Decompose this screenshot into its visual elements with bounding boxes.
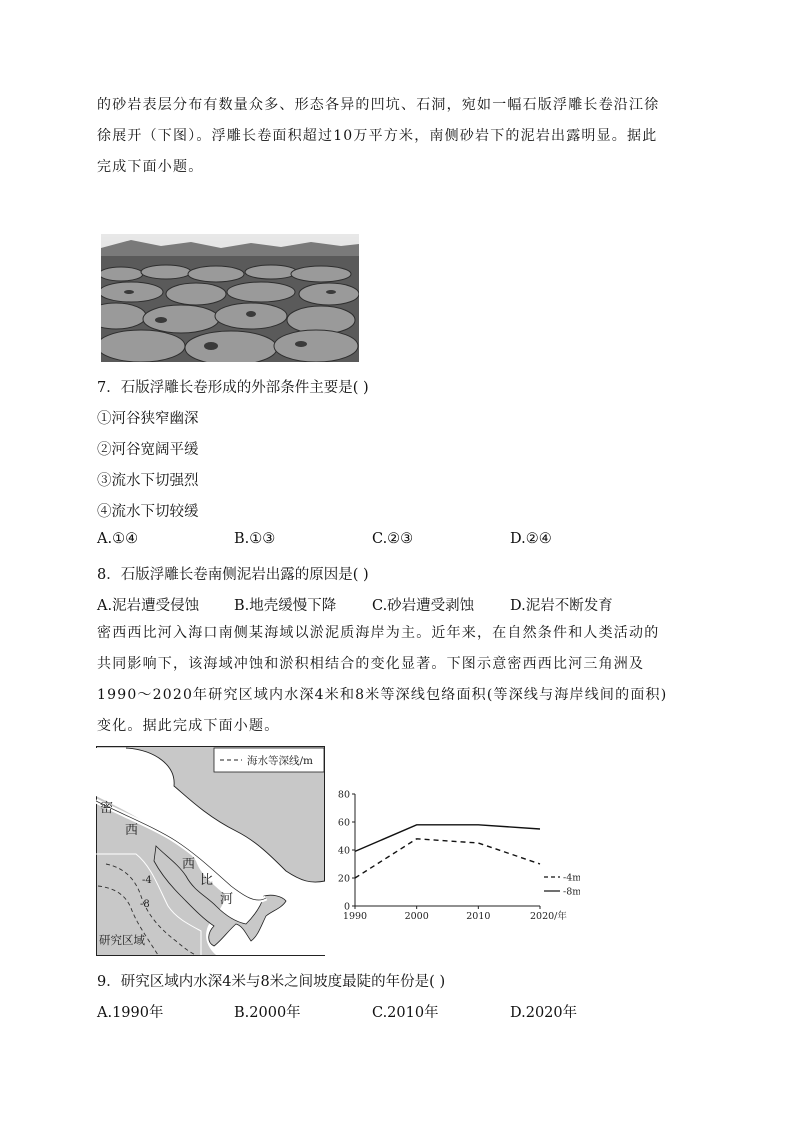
passage-2-line-1: 密西西比河入海口南侧某海域以淤泥质海岸为主。近年来，在自然条件和人类活动的 — [97, 625, 660, 641]
x-tick-label: 2010 — [466, 911, 491, 922]
y-tick-label: 0 — [343, 901, 350, 913]
mississippi-delta-map — [96, 746, 325, 956]
passage-1-line-1: 的砂岩表层分布有数量众多、形态各异的凹坑、石洞，宛如一幅石版浮雕长卷沿江徐 — [97, 97, 660, 113]
passage-2-line-4: 变化。据此完成下面小题。 — [97, 718, 280, 734]
passage-2-line-3: 1990～2020年研究区域内水深4米和8米等深线包络面积(等深线与海岸线间的面积) — [97, 687, 668, 703]
series-line-8m — [355, 825, 540, 852]
q7-stem: 7．石版浮雕长卷形成的外部条件主要是( ) — [97, 380, 369, 396]
q9-stem: 9．研究区域内水深4米与8米之间坡度最陡的年份是( ) — [97, 974, 446, 990]
series-line-4m — [355, 839, 540, 878]
passage-1-line-2: 徐展开（下图）。浮雕长卷面积超过10万平方米，南侧砂岩下的泥岩出露明显。据此 — [97, 128, 658, 144]
x-tick-label: 2000 — [404, 911, 429, 922]
q7-option-d[interactable]: D.②④ — [510, 531, 552, 547]
q7-option-c[interactable]: C.②③ — [372, 531, 414, 547]
y-tick-label: 40 — [337, 845, 350, 857]
x-tick-label: 2020/年 — [530, 911, 567, 922]
legend-label: -4m — [563, 872, 580, 884]
q8-option-c[interactable]: C.砂岩遭受剥蚀 — [372, 598, 475, 614]
map-river-char-3: 西 — [182, 857, 196, 872]
map-river-char-4: 比 — [200, 873, 214, 888]
q9-option-a[interactable]: A.1990年 — [97, 1005, 164, 1021]
passage-1 — [97, 90, 697, 183]
isobath-area-chart — [330, 782, 580, 922]
q7-option-b[interactable]: B.①③ — [234, 531, 276, 547]
sandstone-relief-photo — [101, 234, 359, 362]
map-contour-label-8: -8 — [140, 899, 150, 910]
q7-option-a[interactable]: A.①④ — [97, 531, 139, 547]
passage-2-line-2: 共同影响下，该海域冲蚀和淤积相结合的变化显著。下图示意密西西比河三角洲及 — [97, 656, 645, 672]
q7-item-2: ②河谷宽阔平缓 — [97, 442, 199, 458]
passage-1-line-3: 完成下面小题。 — [97, 159, 204, 175]
map-legend-label: 海水等深线/m — [247, 755, 313, 767]
map-river-char-5: 河 — [220, 892, 234, 907]
q8-option-b[interactable]: B.地壳缓慢下降 — [234, 598, 337, 614]
map-region-label: 研究区域 — [99, 933, 145, 947]
passage-2 — [97, 618, 697, 742]
x-tick-label: 1990 — [342, 911, 368, 922]
q8-option-a[interactable]: A.泥岩遭受侵蚀 — [97, 598, 200, 614]
q9-option-b[interactable]: B.2000年 — [234, 1005, 301, 1021]
q8-option-d[interactable]: D.泥岩不断发育 — [510, 598, 613, 614]
q7-item-3: ③流水下切强烈 — [97, 473, 199, 489]
map-river-char-2: 西 — [125, 823, 139, 838]
q7-item-4: ④流水下切较缓 — [97, 504, 199, 520]
q7-item-1: ①河谷狭窄幽深 — [97, 411, 199, 427]
q8-stem: 8．石版浮雕长卷南侧泥岩出露的原因是( ) — [97, 567, 369, 583]
legend-label: -8m — [563, 886, 580, 898]
q9-option-d[interactable]: D.2020年 — [510, 1005, 578, 1021]
map-river-char-1: 密 — [100, 801, 114, 816]
map-contour-label-4: -4 — [142, 875, 152, 886]
q9-option-c[interactable]: C.2010年 — [372, 1005, 439, 1021]
y-tick-label: 60 — [337, 817, 350, 829]
y-tick-label: 80 — [337, 789, 350, 801]
y-tick-label: 20 — [337, 873, 350, 885]
